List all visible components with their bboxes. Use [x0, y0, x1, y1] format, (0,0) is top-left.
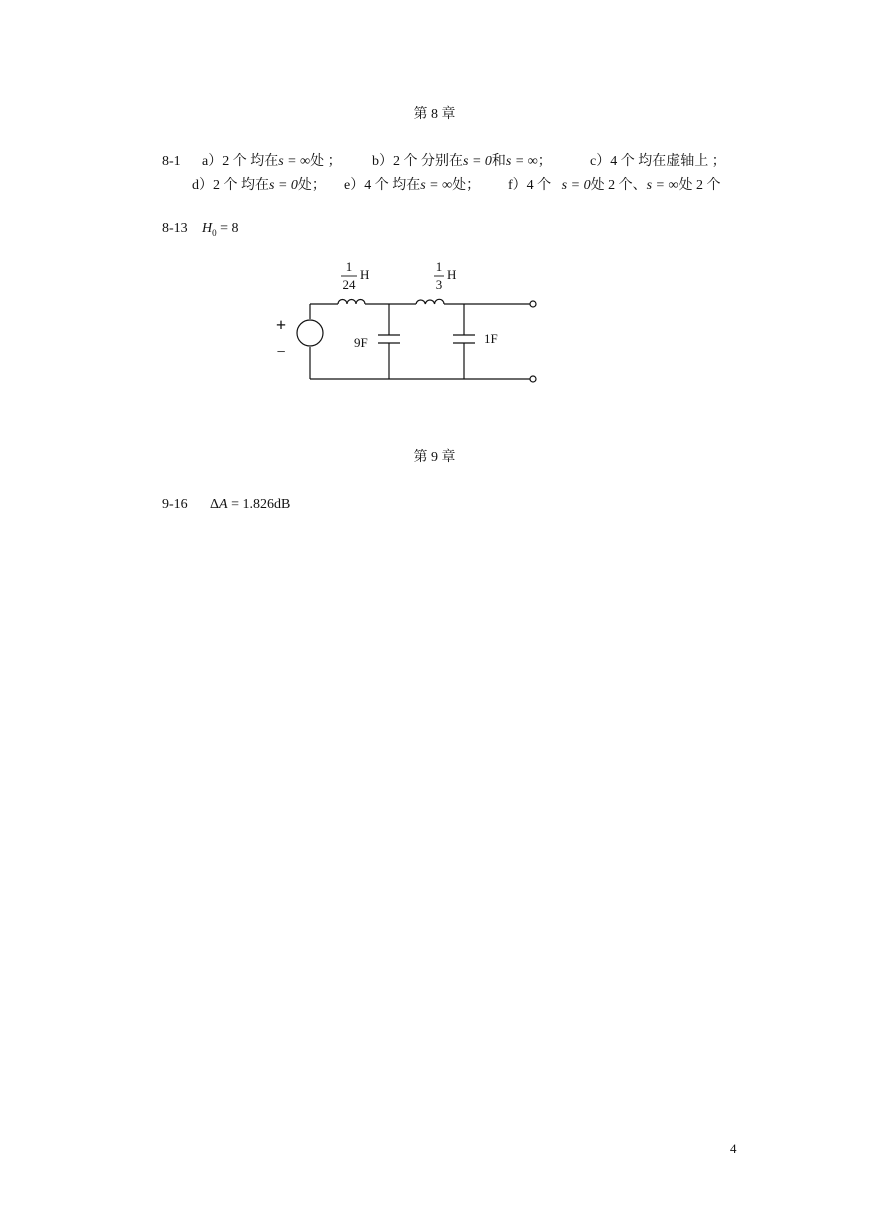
answer-f-tail: 处 2 个 — [678, 178, 721, 193]
L2-unit: H — [447, 267, 457, 282]
answer-a-eq: s = ∞ — [278, 154, 311, 169]
answer-9-16-rest: = 1.826dB — [227, 497, 291, 512]
answer-d-tail: 处； — [297, 178, 326, 193]
answer-f-eq2: s = ∞ — [646, 178, 679, 193]
voltage-source-icon — [297, 320, 323, 346]
minus-sign: − — [276, 344, 286, 361]
problem-8-1-number: 8-1 — [162, 154, 181, 169]
answer-f-mid: 处 2 个、 — [590, 178, 647, 193]
answer-b-eq2: s = ∞ — [505, 154, 538, 169]
L2-numerator: 1 — [435, 259, 443, 274]
answer-a-tail: 处 ； — [310, 154, 342, 169]
L1-unit: H — [360, 267, 370, 282]
answer-b-text: b）2 个 分别在 — [372, 154, 463, 169]
answer-9-16 — [210, 498, 290, 512]
answer-f-eq1: s = 0 — [561, 178, 591, 193]
answer-8-1-c: c）4 个 均在虚轴上 ； — [590, 154, 726, 169]
C2-label: 1F — [484, 331, 498, 346]
answer-f-text: f）4 个 — [508, 178, 552, 193]
plus-sign: + — [275, 315, 287, 335]
answer-b-eq1: s = 0 — [463, 154, 492, 169]
chapter-8-heading: 第 8 章 — [413, 107, 456, 122]
answer-8-13-var: H — [202, 221, 213, 236]
L1-numerator: 1 — [345, 259, 353, 274]
problem-9-16-number: 9-16 — [162, 497, 188, 512]
inductor-2-icon — [416, 299, 444, 304]
answer-e-tail: 处； — [452, 178, 481, 193]
L2-denominator: 3 — [435, 277, 443, 292]
chapter-9-heading: 第 9 章 — [413, 450, 456, 465]
inductor-1-icon — [338, 300, 365, 305]
answer-d-text: d）2 个 均在 — [192, 178, 269, 193]
problem-8-13-number: 8-13 — [162, 221, 188, 236]
answer-b-mid: 和 — [491, 154, 506, 169]
page-number: 4 — [730, 1141, 737, 1156]
terminal-bottom-icon — [530, 376, 536, 382]
C1-label: 9F — [354, 335, 368, 350]
answer-8-13-sub: 0 — [212, 227, 217, 238]
answer-b-tail: ； — [537, 154, 552, 169]
answer-8-13-rest: = 8 — [216, 221, 239, 236]
L1-denominator: 24 — [342, 277, 356, 292]
answer-9-16-var: A — [219, 497, 228, 512]
answer-d-eq: s = 0 — [269, 178, 298, 193]
circuit-diagram — [0, 0, 869, 420]
answer-e-text: e）4 个 均在 — [344, 178, 421, 193]
answer-e-eq: s = ∞ — [420, 178, 453, 193]
answer-a-text: a）2 个 均在 — [202, 154, 279, 169]
terminal-top-icon — [530, 301, 536, 307]
answer-9-16-delta: Δ — [210, 497, 220, 512]
